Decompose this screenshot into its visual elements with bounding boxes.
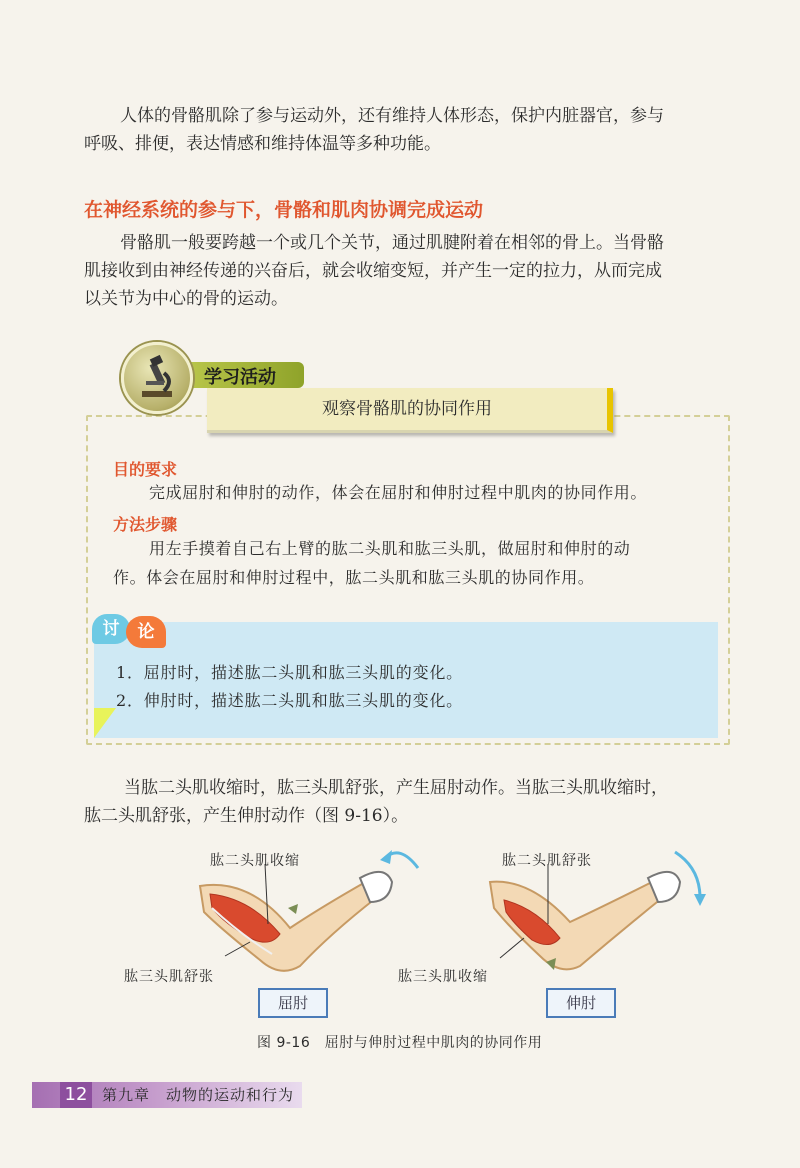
body-line-3: 以关节为中心的骨的运动。 [84, 289, 288, 309]
goal-text [113, 478, 713, 507]
extension-label-box: 伸肘 [546, 988, 616, 1018]
right-top-label: 肱二头肌舒张 [502, 853, 592, 869]
conclusion-line-1: 当肱二头肌收缩时，肱三头肌舒张，产生屈肘动作。当肱三头肌收缩时， [124, 778, 668, 798]
question-1: 1．屈肘时，描述肱二头肌和肱三头肌的变化。 [116, 663, 463, 682]
method-text [113, 534, 713, 592]
activity-tag-label: 学习活动 [204, 367, 276, 388]
question-2: 2．伸肘时，描述肱二头肌和肱三头肌的变化。 [116, 691, 463, 710]
page-number: 12 [60, 1082, 92, 1108]
conclusion-paragraph [84, 774, 744, 830]
discussion-tag-1: 讨 [92, 614, 130, 644]
left-bottom-label: 肱三头肌舒张 [124, 969, 214, 985]
right-bottom-label: 肱三头肌收缩 [398, 969, 488, 985]
intro-line-1: 人体的骨骼肌除了参与运动外，还有维持人体形态，保护内脏器官，参与 [120, 106, 664, 126]
arm-figure [100, 838, 720, 1022]
method-line-1: 用左手摸着自己右上臂的肱二头肌和肱三头肌，做屈肘和伸肘的动 [149, 539, 631, 558]
intro-line-2: 呼吸、排便，表达情感和维持体温等多种功能。 [84, 134, 441, 154]
method-line-2: 作。体会在屈肘和伸肘过程中，肱二头肌和肱三头肌的协同作用。 [113, 568, 595, 587]
microscope-icon [121, 342, 193, 414]
goal-line: 完成屈肘和伸肘的动作，体会在屈肘和伸肘过程中肌肉的协同作用。 [149, 483, 648, 502]
left-top-label: 肱二头肌收缩 [210, 853, 300, 869]
discussion-tag-2: 论 [126, 616, 166, 648]
figure-caption: 图 9-16 屈肘与伸肘过程中肌肉的协同作用 [257, 1035, 543, 1051]
activity-tag [186, 362, 304, 388]
method-heading: 方法步骤 [113, 515, 178, 534]
activity-title: 观察骨骼肌的协同作用 [207, 388, 613, 433]
goal-heading: 目的要求 [113, 460, 178, 479]
flexion-label-box: 屈肘 [258, 988, 328, 1018]
arm-illustration [100, 838, 720, 1018]
body-line-1: 骨骼肌一般要跨越一个或几个关节，通过肌腱附着在相邻的骨上。当骨骼 [120, 233, 664, 253]
page-fold-corner [94, 708, 116, 738]
intro-paragraph [84, 102, 744, 158]
body-line-2: 肌接收到由神经传递的兴奋后，就会收缩变短，并产生一定的拉力，从而完成 [84, 261, 662, 281]
chapter-title: 第九章 动物的运动和行为 [102, 1086, 295, 1104]
conclusion-line-2: 肱二头肌舒张，产生伸肘动作（图 9-16）。 [84, 806, 409, 826]
body-paragraph [84, 229, 744, 313]
section-heading: 在神经系统的参与下，骨骼和肌肉协调完成运动 [84, 199, 484, 221]
